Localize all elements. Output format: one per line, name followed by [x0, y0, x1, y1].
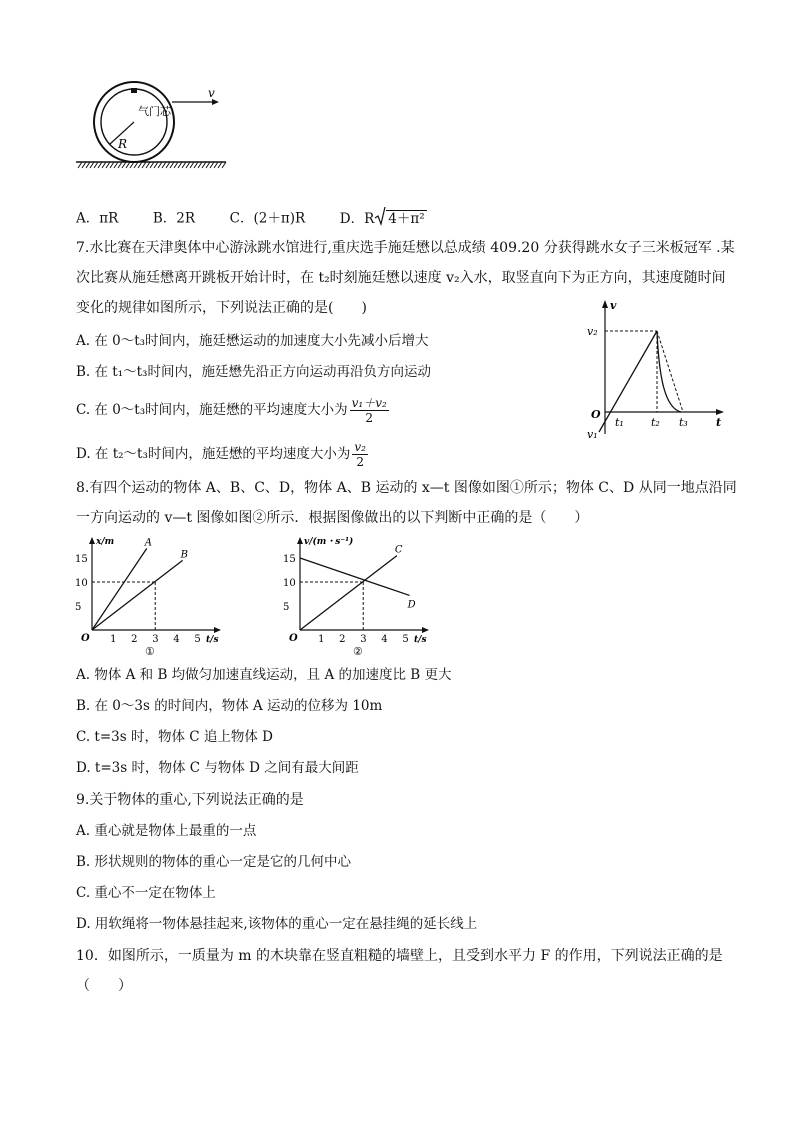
hatch-stroke [190, 162, 194, 168]
hatch-stroke [158, 162, 162, 168]
hatch-stroke [210, 162, 214, 168]
chart-caption: ② [353, 645, 363, 656]
series-label-C: C [394, 544, 403, 556]
x-axis-arrow [214, 627, 221, 633]
q8-option-b[interactable]: B. 在 0～3s 的时间内，物体 A 运动的位移为 10m [76, 698, 383, 714]
hatch-stroke [182, 162, 186, 168]
x-tick-label: 1 [318, 634, 325, 645]
valve-label: 气门芯 [138, 105, 171, 118]
q7-c-fraction: $\frac{\text{v₁＋v₂}}{2}$ [351, 396, 387, 425]
hatch-stroke [86, 162, 90, 168]
q8-line-2: 一方向运动的 v—t 图像如图②所示．根据图像做出的以下判断中正确的是（ ） [76, 510, 589, 526]
q6-option-b[interactable]: B．2R [152, 210, 196, 227]
radius-label: R [118, 137, 128, 151]
series-line-C [300, 556, 397, 630]
q6-option-d[interactable]: D．R 4＋π² [340, 211, 427, 227]
v1-label: v₁ [587, 428, 598, 441]
q8-option-d[interactable]: D. t=3s 时，物体 C 与物体 D 之间有最大间距 [76, 760, 359, 776]
series-label-D: D [407, 599, 416, 611]
q7-option-c[interactable]: C. 在 0～t₃时间内，施廷懋的平均速度大小为 $\frac{\text{v₁＋v₂}}{2}$ [76, 396, 387, 425]
y-tick-label: 10 [75, 578, 88, 589]
hatch-stroke [102, 162, 106, 168]
y-tick-label: 10 [283, 578, 296, 589]
sqrt-radicand: 4＋π² [388, 210, 425, 227]
q8-chart-vt [278, 536, 438, 656]
hatch-stroke [166, 162, 170, 168]
hatch-stroke [194, 162, 198, 168]
hatch-stroke [122, 162, 126, 168]
hatch-stroke [138, 162, 142, 168]
ground-hatch [78, 162, 226, 168]
x-tick-label: 2 [131, 634, 138, 645]
sqrt-symbol [374, 206, 386, 232]
series-label-A: A [144, 537, 153, 549]
series-line-A [92, 548, 147, 630]
hatch-stroke [154, 162, 158, 168]
q9-option-a[interactable]: A. 重心就是物体上最重的一点 [76, 823, 257, 839]
q7-option-b[interactable]: B. 在 t₁～t₃时间内，施廷懋先沿正方向运动再沿负方向运动 [76, 364, 431, 380]
origin-label: O [591, 408, 601, 421]
q10-line-2: （ ） [76, 978, 132, 994]
hatch-stroke [214, 162, 218, 168]
t3-label: t₃ [679, 416, 688, 429]
q8-option-a[interactable]: A. 物体 A 和 B 均做匀加速直线运动，且 A 的加速度比 B 更大 [76, 667, 452, 683]
rolling-ring-figure [74, 80, 234, 172]
hatch-stroke [222, 162, 226, 168]
hatch-stroke [114, 162, 118, 168]
hatch-stroke [98, 162, 102, 168]
x-axis-label: t/s [206, 635, 219, 645]
q6-option-a[interactable]: A．πR [76, 210, 119, 227]
t2-label: t₂ [651, 416, 660, 429]
hatch-stroke [142, 162, 146, 168]
y-axis-arrow [297, 537, 303, 544]
hatch-stroke [94, 162, 98, 168]
series-line-B [92, 560, 183, 630]
x-tick-label: 4 [173, 634, 180, 645]
axis-v-label: v [610, 299, 617, 312]
hatch-stroke [174, 162, 178, 168]
q8-line-1: 8.有四个运动的物体 A、B、C、D，物体 A、B 运动的 x—t 图像如图①所示；物体 C、D 从同一地点沿同 [76, 480, 737, 496]
hatch-stroke [106, 162, 110, 168]
q7-line-1: 7.水比赛在天津奥体中心游泳跳水馆进行,重庆选手施廷懋以总成绩 409.20 分获得跳水女子三米板冠军 .某 [76, 240, 735, 256]
hatch-stroke [78, 162, 82, 168]
t1-label: t₁ [615, 416, 624, 429]
q9-option-c[interactable]: C. 重心不一定在物体上 [76, 885, 216, 901]
hatch-stroke [126, 162, 130, 168]
hatch-stroke [202, 162, 206, 168]
origin-label: O [289, 633, 298, 644]
q7-option-a[interactable]: A. 在 0～t₃时间内，施廷懋运动的加速度大小先减小后增大 [76, 333, 429, 349]
vt-rise-line [599, 331, 657, 432]
hatch-stroke [186, 162, 190, 168]
hatch-stroke [82, 162, 86, 168]
x-tick-label: 5 [402, 634, 409, 645]
x-tick-label: 4 [381, 634, 388, 645]
velocity-label: v [208, 86, 215, 100]
hatch-stroke [162, 162, 166, 168]
y-axis-arrow [89, 537, 95, 544]
hatch-stroke [118, 162, 122, 168]
valve-marker [131, 88, 137, 93]
y-tick-label: 5 [75, 602, 82, 613]
hatch-stroke [110, 162, 114, 168]
q7-option-d[interactable]: D. 在 t₂～t₃时间内，施廷懋的平均速度大小为 $\frac{\text{v₂}}{2}$ [76, 440, 366, 469]
hatch-stroke [206, 162, 210, 168]
q7-vt-graph [585, 298, 730, 444]
x-tick-label: 2 [339, 634, 346, 645]
q10-line-1: 10．如图所示，一质量为 m 的木块靠在竖直粗糙的墙壁上，且受到水平力 F 的作用，下列说法正确的是 [76, 948, 723, 964]
hatch-stroke [146, 162, 150, 168]
series-line-D [300, 558, 410, 595]
q7-line-2: 次比赛从施廷懋离开跳板开始计时，在 t₂时刻施廷懋以速度 v₂入水，取竖直向下为正方向，其速度随时间 [76, 270, 726, 286]
v2-label: v₂ [587, 325, 598, 338]
hatch-stroke [150, 162, 154, 168]
series-label-B: B [180, 549, 188, 561]
origin-label: O [81, 633, 90, 644]
y-tick-label: 15 [283, 554, 296, 565]
x-tick-label: 1 [110, 634, 117, 645]
q7-d-fraction: $\frac{\text{v₂}}{2}$ [354, 440, 366, 469]
q8-chart-xt [70, 536, 230, 656]
axis-t-label: t [716, 416, 722, 429]
q9-option-d[interactable]: D. 用软绳将一物体悬挂起来,该物体的重心一定在悬挂绳的延长线上 [76, 916, 478, 932]
hatch-stroke [178, 162, 182, 168]
q8-option-c[interactable]: C. t=3s 时，物体 C 追上物体 D [76, 729, 274, 745]
y-axis-label: v/(m・s⁻¹) [304, 537, 354, 547]
x-axis-arrow [422, 627, 429, 633]
x-tick-label: 3 [152, 634, 159, 645]
chart-caption: ① [145, 645, 155, 656]
hatch-stroke [218, 162, 222, 168]
q9-stem: 9.关于物体的重心,下列说法正确的是 [76, 792, 304, 808]
x-tick-label: 5 [194, 634, 201, 645]
y-tick-label: 5 [283, 602, 290, 613]
q6-option-c[interactable]: C．(2＋π)R [229, 210, 306, 227]
x-tick-label: 3 [360, 634, 367, 645]
hatch-stroke [170, 162, 174, 168]
hatch-stroke [198, 162, 202, 168]
hatch-stroke [90, 162, 94, 168]
y-axis-label: x/m [96, 537, 115, 547]
q6-options [76, 206, 427, 232]
y-tick-label: 15 [75, 554, 88, 565]
q7-line-3: 变化的规律如图所示，下列说法正确的是( ) [76, 300, 367, 316]
x-axis-label: t/s [414, 635, 427, 645]
q9-option-b[interactable]: B. 形状规则的物体的重心一定是它的几何中心 [76, 854, 352, 870]
